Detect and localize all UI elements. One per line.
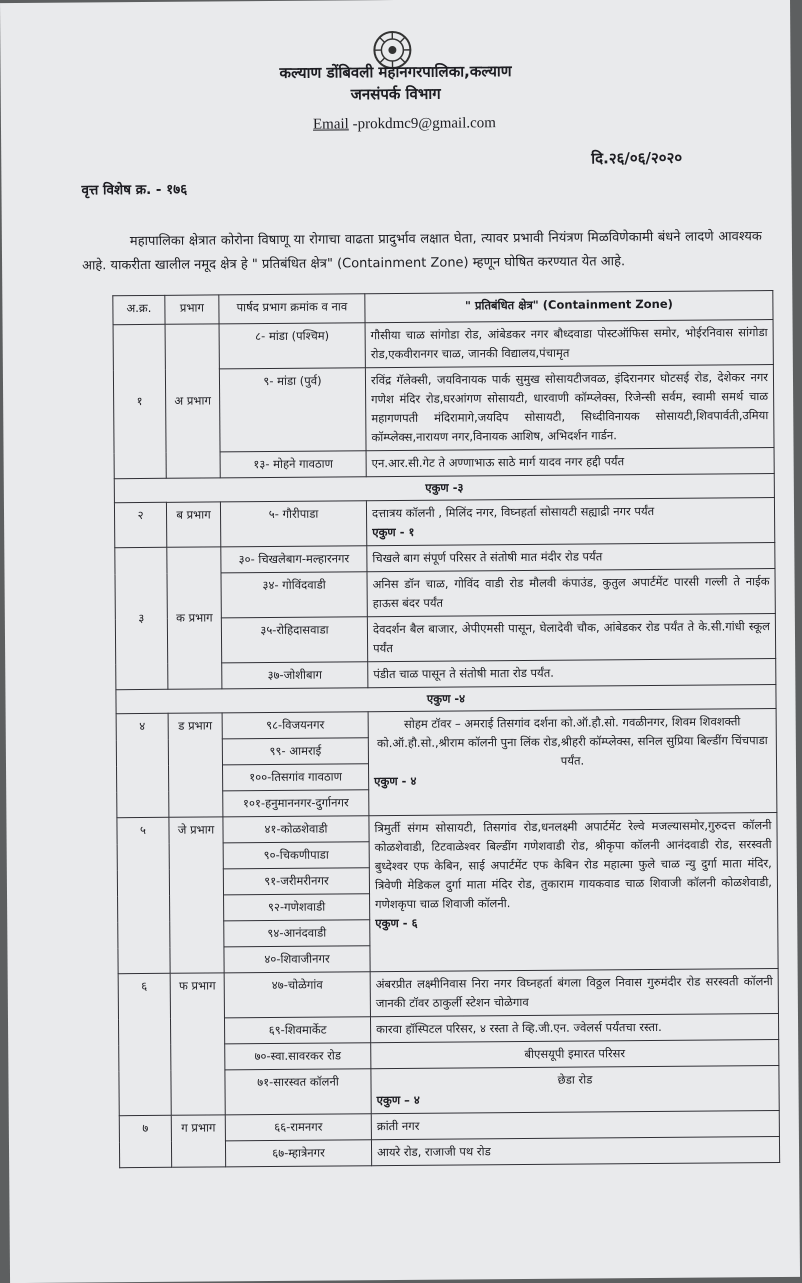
ward-cell: ड प्रभाग bbox=[168, 713, 223, 817]
serial-cell: ३ bbox=[115, 547, 168, 689]
serial-cell: १ bbox=[113, 324, 166, 478]
sub-ward-cell: ७०-स्वा.सावरकर रोड bbox=[225, 1043, 371, 1070]
zone-cell bbox=[371, 1066, 779, 1114]
header-sub-ward: पार्षद प्रभाग क्रमांक व नाव bbox=[219, 294, 365, 324]
release-date: दि.२६/०६/२०२० bbox=[591, 148, 682, 169]
containment-zone-table bbox=[112, 290, 780, 1168]
header-containment-zone: " प्रतिबंधित क्षेत्र" (Containment Zone) bbox=[365, 291, 773, 323]
zone-text: त्रिमुर्ती संगम सोसायटी, तिसगांव रोड,धनलक्ष्मी अपार्टमेंट रेल्वे मजल्यासमोर,गुरुदत्त कॉलनी कोळशेवाडी, टिटवाळेश्वर बिल्डींग गणेशवाडी रोड, श्रीकृपा कॉलनी आनंदवाडी रोड, सरस्वती बुध्देश्वर एफ केबिन, साई अपार्टमेंट एफ केबिन रोड महात्मा फुले चाळ न्यु दुर्गा माता मंदिर, त्रिवेणी मेडिकल दुर्गा माता मंदिर रोड, तुकाराम गायकवाड चाळ शिवाजी कॉलनी कोळशेवाडी, गणेशकृपा चाळ शिवाजी कॉलनी. bbox=[374, 816, 772, 914]
ward-cell: ब प्रभाग bbox=[166, 502, 220, 547]
zone-cell bbox=[368, 709, 777, 816]
sub-ward-cell: ४०-शिवाजीनगर bbox=[224, 946, 370, 973]
zone-text: सोहम टॉवर – अमराई तिसगांव दर्शना को.ऑ.हौ.सो. गवळीनगर, शिवम शिवशक्ती को.ऑ.हौ.सो.,श्रीराम कॉलनी पुना लिंक रोड,श्रीहरी कॉम्प्लेक्स, सनिल सुप्रिया बिल्डींग चिंचपाडा पर्यंत. bbox=[374, 712, 771, 772]
department-name: जनसंपर्क विभाग bbox=[1, 81, 791, 107]
ward-cell: ग प्रभाग bbox=[171, 1115, 225, 1167]
sub-ward-cell: ७१-सारस्वत कॉलनी bbox=[225, 1069, 371, 1115]
intro-paragraph: महापालिका क्षेत्रात कोरोना विषाणू या रोगाचा वाढता प्रादुर्भाव लक्षात घेता, त्यावर प्रभावी नियंत्रण मिळविणेकामी बंधने लादणे आवश्यक आहे. याकरीता खालील नमूद क्षेत्र हे " प्रतिबंधित क्षेत्र" (Containment Zone) म्हणून घोषित करण्यात येत आहे. bbox=[82, 225, 762, 278]
table-row bbox=[118, 969, 778, 1019]
group-total: एकुण - ४ bbox=[374, 769, 771, 791]
zone-cell: गौसीया चाळ सांगोडा रोड, आंबेडकर नगर बौध्दवाडा पोस्टऑफिस समोर, भोईरनिवास सांगोडा रोड,एकवीरानगर चाळ, जानकी विद्यालय,पंचामृत bbox=[365, 320, 773, 368]
zone-cell: बीएसयूपी इमारत परिसर bbox=[371, 1040, 779, 1069]
sub-ward-cell: ५- गौरीपाडा bbox=[220, 501, 366, 547]
sub-ward-cell: ९१-जरीमरीनगर bbox=[223, 868, 369, 895]
sub-ward-cell: १३- मोहने गावठाण bbox=[220, 451, 366, 478]
zone-text: छेडा रोड bbox=[376, 1069, 773, 1091]
zone-cell: एन.आर.सी.गेट ते अण्णाभाऊ साठे मार्ग यादव नगर हद्दी पर्यंत bbox=[366, 448, 774, 477]
sub-ward-cell: ३५-रोहिदासवाडा bbox=[221, 617, 367, 663]
sub-ward-cell: ४७-चोळेगांव bbox=[224, 972, 370, 1018]
sub-ward-cell: ९९- आमराई bbox=[222, 738, 368, 765]
sub-ward-cell: ९४-आनंदवाडी bbox=[224, 920, 370, 947]
sub-ward-cell: ३०- चिखलेबाग-मल्हारनगर bbox=[221, 546, 367, 573]
table-row bbox=[116, 709, 776, 740]
sub-ward-cell: ९८-विजयनगर bbox=[222, 712, 368, 739]
sub-ward-cell: ६७-म्हात्रेनगर bbox=[225, 1140, 371, 1167]
sub-ward-cell: ३४- गोविंदवाडी bbox=[221, 572, 367, 618]
header-ward: प्रभाग bbox=[165, 295, 219, 324]
table-row bbox=[113, 320, 773, 370]
sub-ward-cell: १००-तिसगांव गावठाण bbox=[223, 764, 369, 791]
group-total: एकुण - १ bbox=[372, 520, 769, 542]
zone-cell bbox=[366, 498, 774, 546]
sub-ward-cell: ३७-जोशीबाग bbox=[222, 662, 368, 689]
sub-ward-cell: १०१-हनुमाननगर-दुर्गानगर bbox=[223, 790, 369, 817]
zone-cell: अंबरप्रीत लक्ष्मीनिवास निरा नगर विघ्नहर्ता बंगला विठ्ठल निवास गुरुमंदीर रोड सरस्वती कॉलनी जानकी टॉवर ठाकुर्ली स्टेशन चोळेगाव bbox=[370, 969, 778, 1017]
zone-cell: पंडीत चाळ पासून ते संतोषी माता रोड पर्यंत. bbox=[368, 659, 776, 688]
group-total: एकुण - ६ bbox=[375, 911, 772, 933]
organization-name: कल्याण डोंबिवली महानगरपालिका,कल्याण bbox=[0, 59, 790, 85]
serial-cell: ५ bbox=[117, 817, 170, 973]
zone-cell: आयरे रोड, राजाजी पथ रोड bbox=[371, 1137, 779, 1166]
header-serial: अ.क्र. bbox=[113, 295, 165, 324]
ward-cell: जे प्रभाग bbox=[169, 817, 224, 973]
email-label: Email bbox=[313, 116, 349, 132]
group-total: एकुण – ४ bbox=[377, 1088, 774, 1110]
zone-text: दत्तात्रय कॉलनी , मिलिंद नगर, विघ्नहर्ता सोसायटी सह्याद्री नगर पर्यंत bbox=[372, 501, 769, 523]
zone-cell: अनिस डॉन चाळ, गोविंद वाडी रोड मौलवी कंपाउंड, कुतुल अपार्टमेंट पारसी गल्ली ते नाईक हाऊस बंदर पर्यंत bbox=[367, 569, 775, 617]
sub-ward-cell: ६६-रामनगर bbox=[225, 1114, 371, 1141]
zone-cell: रविंद्र गॅलेक्सी, जयविनायक पार्क सुमुख सोसायटीजवळ, इंदिरानगर घोटसई रोड, देशेकर नगर गणेश मंदिर रोड,घरआंगण सोसायटी, धारवाणी कॉम्प्लेक्स, रिजेन्सी सर्वम, स्वामी समर्थ चाळ महागणपती मंदिरामागे,जयदिप सोसायटी, सिध्दीविनायक सोसायटी,शिवपार्वती,उमिया कॉम्प्लेक्स,नारायण नगर,विनायक आशिष, अभिदर्शन गार्डन. bbox=[365, 365, 774, 451]
ward-cell: क प्रभाग bbox=[167, 547, 222, 689]
sub-ward-cell: ९- मांडा (पुर्व) bbox=[219, 368, 366, 452]
sub-ward-cell: ४१-कोळशेवाडी bbox=[223, 816, 369, 843]
email-address: -prokdmc9@gmail.com bbox=[349, 115, 496, 132]
table-row bbox=[117, 813, 777, 844]
serial-cell: ७ bbox=[119, 1115, 171, 1167]
serial-cell: ६ bbox=[118, 973, 171, 1115]
zone-cell bbox=[369, 813, 778, 972]
release-reference: वृत्त विशेष क्र. - १७६ bbox=[81, 180, 187, 199]
serial-cell: ४ bbox=[116, 713, 169, 817]
ward-cell: अ प्रभाग bbox=[165, 324, 220, 478]
sub-ward-cell: ९०-चिकणीपाडा bbox=[223, 842, 369, 869]
group-total: एकुण -४ bbox=[116, 685, 776, 714]
sub-ward-cell: ९२-गणेशवाडी bbox=[224, 894, 370, 921]
contact-email bbox=[313, 115, 496, 133]
ward-cell: फ प्रभाग bbox=[170, 973, 225, 1115]
group-total: एकुण -३ bbox=[114, 474, 774, 503]
table-row bbox=[114, 498, 774, 548]
serial-cell: २ bbox=[114, 502, 166, 547]
zone-cell: चिखले बाग संपूर्ण परिसर ते संतोषी मात मंदीर रोड पर्यंत bbox=[367, 543, 775, 572]
zone-cell: क्रांती नगर bbox=[371, 1111, 779, 1140]
sub-ward-cell: ८- मांडा (पश्चिम) bbox=[219, 323, 365, 369]
zone-cell: देवदर्शन बैल बाजार, अेपीएमसी पासून, घेलादेवी चौक, आंबेडकर रोड पर्यंत ते के.सी.गांधी स्कूल पर्यंत bbox=[367, 614, 775, 662]
sub-ward-cell: ६९-शिवमार्केट bbox=[224, 1017, 370, 1044]
zone-cell: कारवा हॉस्पिटल परिसर, ४ रस्ता ते व्हि.जी.एन. ज्वेलर्स पर्यंतचा रस्ता. bbox=[370, 1014, 778, 1043]
